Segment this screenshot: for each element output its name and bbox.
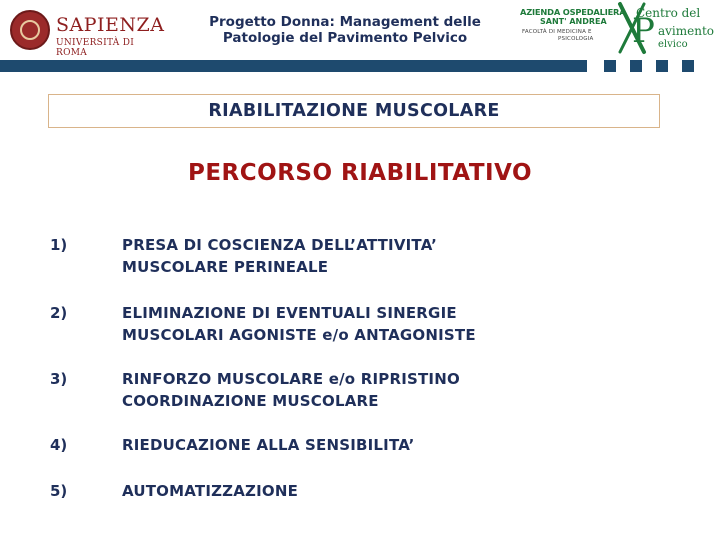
list-item-text (122, 434, 415, 456)
list-item-line: MUSCOLARI AGONISTE e/o ANTAGONISTE (122, 326, 476, 344)
list-item-text (122, 234, 437, 278)
list-item-line: PRESA DI COSCIENZA DELL’ATTIVITA’ (122, 236, 438, 254)
centro-line1: Centro del (636, 6, 701, 20)
faculty-line1: FACOLTÀ DI MEDICINA E (522, 29, 592, 35)
list-item-text (122, 368, 460, 412)
header-title (180, 14, 510, 46)
section-title-box (48, 94, 660, 128)
header-divider-bar (0, 60, 587, 72)
list-item-number: 1) (50, 236, 68, 254)
header-title-line2: Patologie del Pavimento Pelvico (222, 30, 468, 46)
list-item-number: 3) (50, 370, 68, 388)
list-item-line: MUSCOLARE PERINEALE (122, 258, 329, 276)
centro-line3: elvico (658, 39, 688, 50)
list-item-line: COORDINAZIONE MUSCOLARE (122, 392, 379, 410)
list-item-line: ELIMINAZIONE DI EVENTUALI SINERGIE (122, 304, 457, 322)
sapienza-logo (8, 8, 168, 58)
list-item-text (122, 480, 298, 502)
main-title: PERCORSO RIABILITATIVO (187, 160, 533, 186)
list-item (50, 234, 690, 278)
decor-square (656, 60, 668, 72)
sapienza-name: SAPIENZA (56, 14, 165, 36)
centro-big-letter: P (632, 11, 655, 51)
list-item (50, 368, 690, 412)
list-item (50, 434, 690, 456)
section-title: RIABILITAZIONE MUSCOLARE (208, 101, 500, 121)
list-item-number: 4) (50, 436, 68, 454)
list-item-text (122, 302, 476, 346)
centro-line2: avimento (658, 24, 715, 38)
decor-square (682, 60, 694, 72)
hospital-logo (518, 4, 718, 54)
sapienza-subtitle: UNIVERSITÀ DI ROMA (56, 38, 135, 58)
list-item-number: 2) (50, 304, 68, 322)
decor-square (604, 60, 616, 72)
list-item-number: 5) (50, 482, 68, 500)
rehab-steps-list (50, 234, 690, 502)
slide-header (0, 0, 720, 60)
list-item-line: RIEDUCAZIONE ALLA SENSIBILITA’ (122, 436, 415, 454)
list-item-line: AUTOMATIZZAZIONE (122, 482, 299, 500)
azienda-line2: SANT' ANDREA (540, 17, 607, 26)
header-title-line1: Progetto Donna: Management delle (209, 14, 481, 30)
faculty-line2: PSICOLOGIA (558, 36, 594, 42)
decor-square (630, 60, 642, 72)
list-item-line: RINFORZO MUSCOLARE e/o RIPRISTINO (122, 370, 460, 388)
list-item (50, 302, 690, 346)
azienda-line1: AZIENDA OSPEDALIERA (520, 7, 626, 17)
list-item (50, 480, 690, 502)
university-seal-icon (10, 10, 50, 50)
